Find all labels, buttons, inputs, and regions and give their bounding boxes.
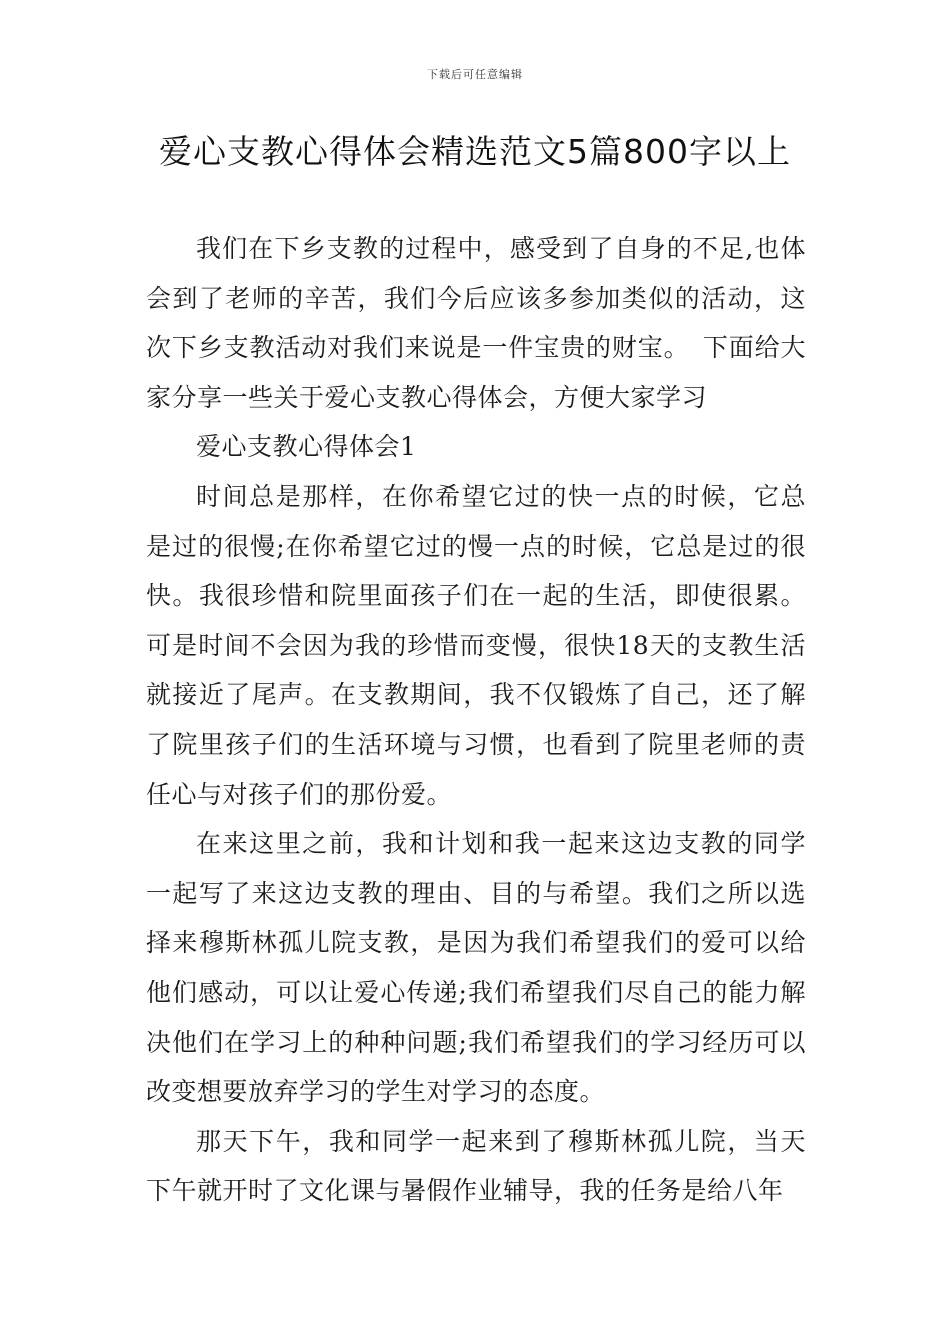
document-body	[146, 224, 806, 1216]
body-paragraph-2: 在来这里之前，我和计划和我一起来这边支教的同学一起写了来这边支教的理由、目的与希望。我们之所以选择来穆斯林孤儿院支教，是因为我们希望我们的爱可以给他们感动，可以让爱心传递;我们希望我们尽自己的能力解决他们在学习上的种种问题;我们希望我们的学习经历可以改变想要放弃学习的学生对学习的态度。	[146, 829, 806, 1107]
body-paragraph-1: 时间总是那样，在你希望它过的快一点的时候，它总是过的很慢;在你希望它过的慢一点的时候，它总是过的很快。我很珍惜和院里面孩子们在一起的生活，即使很累。可是时间不会因为我的珍惜而变慢，很快18天的支教生活就接近了尾声。在支教期间，我不仅锻炼了自己，还了解了院里孩子们的生活环境与习惯，也看到了院里老师的责任心与对孩子们的那份爱。	[146, 481, 806, 809]
document-title: 爱心支教心得体会精选范文5篇800字以上	[159, 132, 791, 171]
section-heading-1: 爱心支教心得体会1	[196, 432, 417, 462]
header-note: 下载后可任意编辑	[427, 68, 523, 81]
body-paragraph-3: 那天下午，我和同学一起来到了穆斯林孤儿院，当天下午就开时了文化课与暑假作业辅导，我的任务是给八年	[146, 1126, 806, 1206]
intro-paragraph: 我们在下乡支教的过程中，感受到了自身的不足,也体会到了老师的辛苦，我们今后应该多参加类似的活动，这次下乡支教活动对我们来说是一件宝贵的财宝。 下面给大家分享一些关于爱心支教心得体会，方便大家学习	[146, 234, 806, 412]
